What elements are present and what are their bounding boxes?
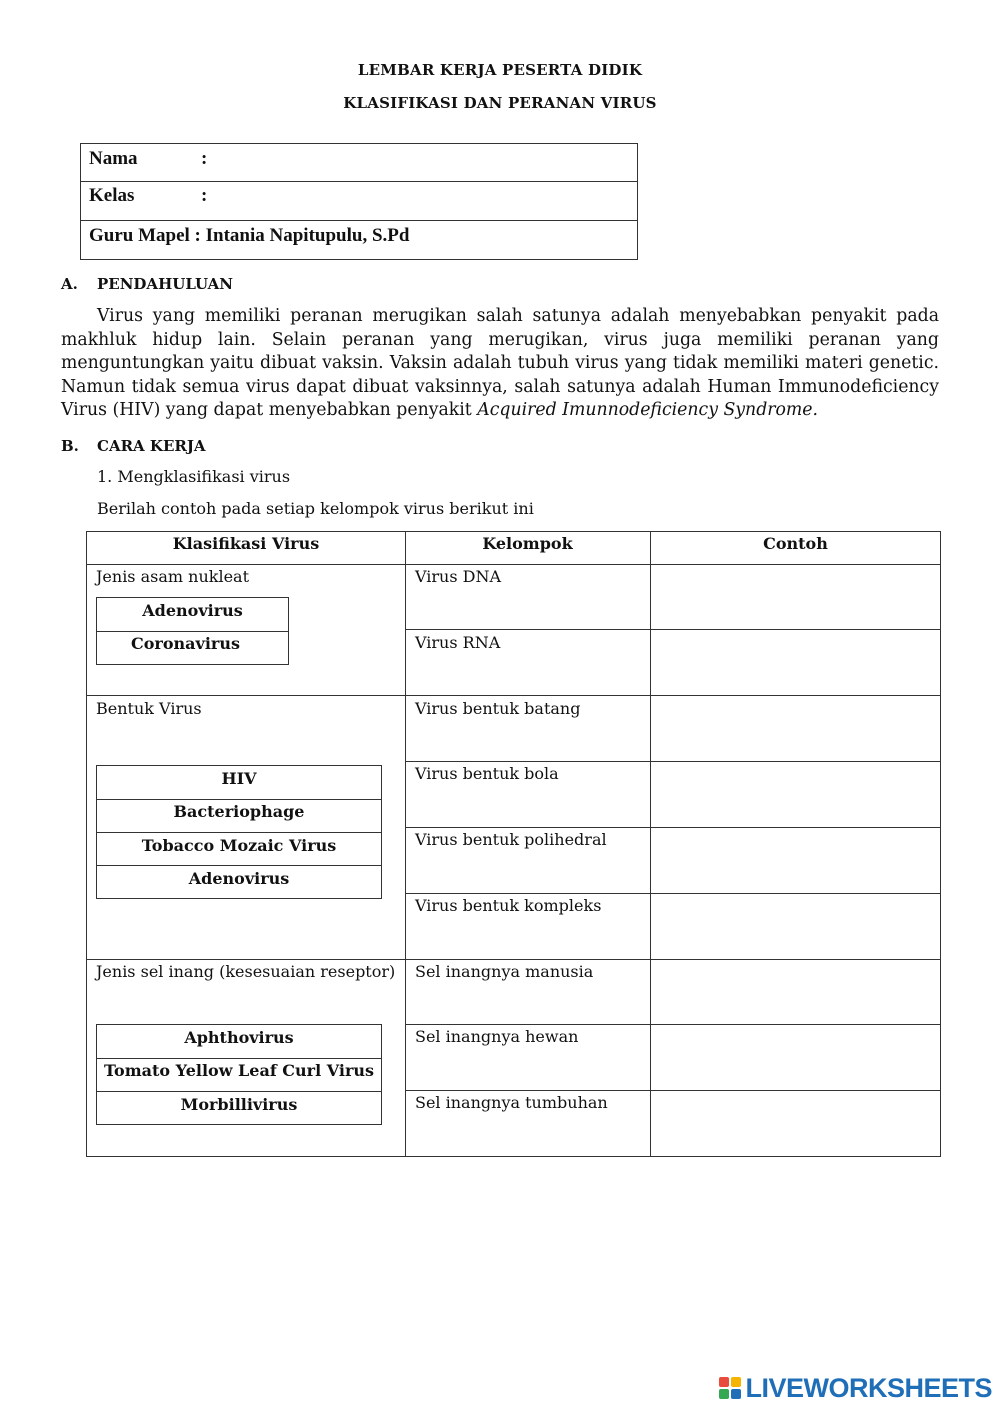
identity-box (80, 143, 638, 260)
intro-italic: Acquired Imunnodeficiency Syndrome. (477, 400, 819, 420)
option-divider (97, 1091, 381, 1092)
kelompok-cell: Sel inangnya hewan (415, 1027, 579, 1046)
kelompok-cell: Virus DNA (415, 567, 502, 586)
draggable-option[interactable]: Morbillivirus (180, 1095, 298, 1114)
instruction-text: Berilah contoh pada setiap kelompok virus berikut ini (97, 499, 534, 518)
table-border-left (86, 531, 87, 1157)
option-box (96, 597, 289, 665)
option-box (96, 1024, 382, 1125)
kelompok-cell: Virus bentuk batang (415, 699, 581, 718)
header-klasifikasi: Klasifikasi Virus (172, 534, 320, 553)
answer-drop-zone[interactable] (651, 630, 940, 695)
section-a-title: PENDAHULUAN (97, 275, 234, 293)
name-colon: : (201, 148, 208, 169)
kelompok-cell: Sel inangnya manusia (415, 962, 594, 981)
draggable-option[interactable]: Aphthovirus (184, 1028, 294, 1047)
header-kelompok: Kelompok (482, 534, 573, 553)
class-row (81, 185, 637, 207)
answer-drop-zone[interactable] (651, 1091, 940, 1156)
group-label: Jenis sel inang (kesesuaian reseptor) (96, 962, 396, 981)
answer-drop-zone[interactable] (651, 696, 940, 761)
section-a-number: A. (61, 275, 78, 293)
draggable-option[interactable]: Adenovirus (142, 601, 243, 620)
option-divider (97, 832, 381, 833)
table-border-right (940, 531, 941, 1157)
table-col-divider (405, 531, 406, 1157)
intro-text: Virus yang memiliki peranan merugikan salah satunya adalah menyebabkan penyakit pada makhluk hidup lain. Selain peranan yang merugikan, virus juga memiliki peranan yang menguntungkan yaitu dibuat vaksin. Vaksin adalah tubuh virus yang tidak memiliki materi genetic. Namun tidak semua virus dapat dibuat vaksinnya, salah satunya adalah Human Immunodeficiency Virus (HIV) yang dapat menyebabkan penyakit (61, 306, 939, 420)
logo-text: LIVEWORKSHEETS (745, 1372, 992, 1403)
kelompok-cell: Virus RNA (415, 633, 501, 652)
kelompok-cell: Virus bentuk polihedral (415, 830, 607, 849)
identity-divider (81, 220, 637, 221)
answer-drop-zone[interactable] (651, 1025, 940, 1090)
section-b-heading (61, 437, 206, 455)
option-divider (97, 1058, 381, 1059)
answer-drop-zone[interactable] (651, 960, 940, 1024)
teacher-line: Guru Mapel : Intania Napitupulu, S.Pd (89, 225, 410, 246)
draggable-option[interactable]: Tomato Yellow Leaf Curl Virus (103, 1061, 375, 1080)
class-label: Kelas (89, 185, 135, 206)
option-divider (97, 865, 381, 866)
draggable-option[interactable]: Adenovirus (188, 869, 290, 888)
section-a-heading (61, 275, 233, 293)
kelompok-cell: Sel inangnya tumbuhan (415, 1093, 608, 1112)
header-contoh: Contoh (763, 534, 828, 553)
draggable-option[interactable]: Bacteriophage (173, 802, 305, 821)
group-label: Jenis asam nukleat (96, 567, 250, 586)
option-box (96, 765, 382, 899)
section-b-title: CARA KERJA (97, 437, 206, 455)
identity-divider (81, 181, 637, 182)
table-border-bottom (86, 1156, 941, 1157)
answer-drop-zone[interactable] (651, 894, 940, 959)
draggable-option[interactable]: Coronavirus (131, 634, 240, 653)
kelompok-cell: Virus bentuk bola (415, 764, 559, 783)
liveworksheets-logo (719, 1373, 992, 1403)
page-title: LEMBAR KERJA PESERTA DIDIK (357, 61, 643, 79)
table-border-top (86, 531, 941, 532)
answer-drop-zone[interactable] (651, 565, 940, 629)
kelompok-cell: Virus bentuk kompleks (415, 896, 602, 915)
section-b-number: B. (61, 437, 79, 455)
option-divider (97, 799, 381, 800)
group-label: Bentuk Virus (96, 699, 202, 718)
draggable-option[interactable]: HIV (221, 769, 257, 788)
answer-drop-zone[interactable] (651, 828, 940, 893)
draggable-option[interactable]: Tobacco Mozaic Virus (141, 836, 337, 855)
answer-drop-zone[interactable] (651, 762, 940, 827)
intro-paragraph (61, 305, 939, 423)
class-colon: : (201, 185, 208, 206)
step-label: 1. Mengklasifikasi virus (97, 467, 291, 486)
logo-icon (719, 1377, 741, 1399)
name-row (81, 148, 637, 170)
name-label: Nama (89, 148, 138, 169)
option-divider (97, 631, 288, 632)
page-subtitle: KLASIFIKASI DAN PERANAN VIRUS (343, 94, 657, 112)
